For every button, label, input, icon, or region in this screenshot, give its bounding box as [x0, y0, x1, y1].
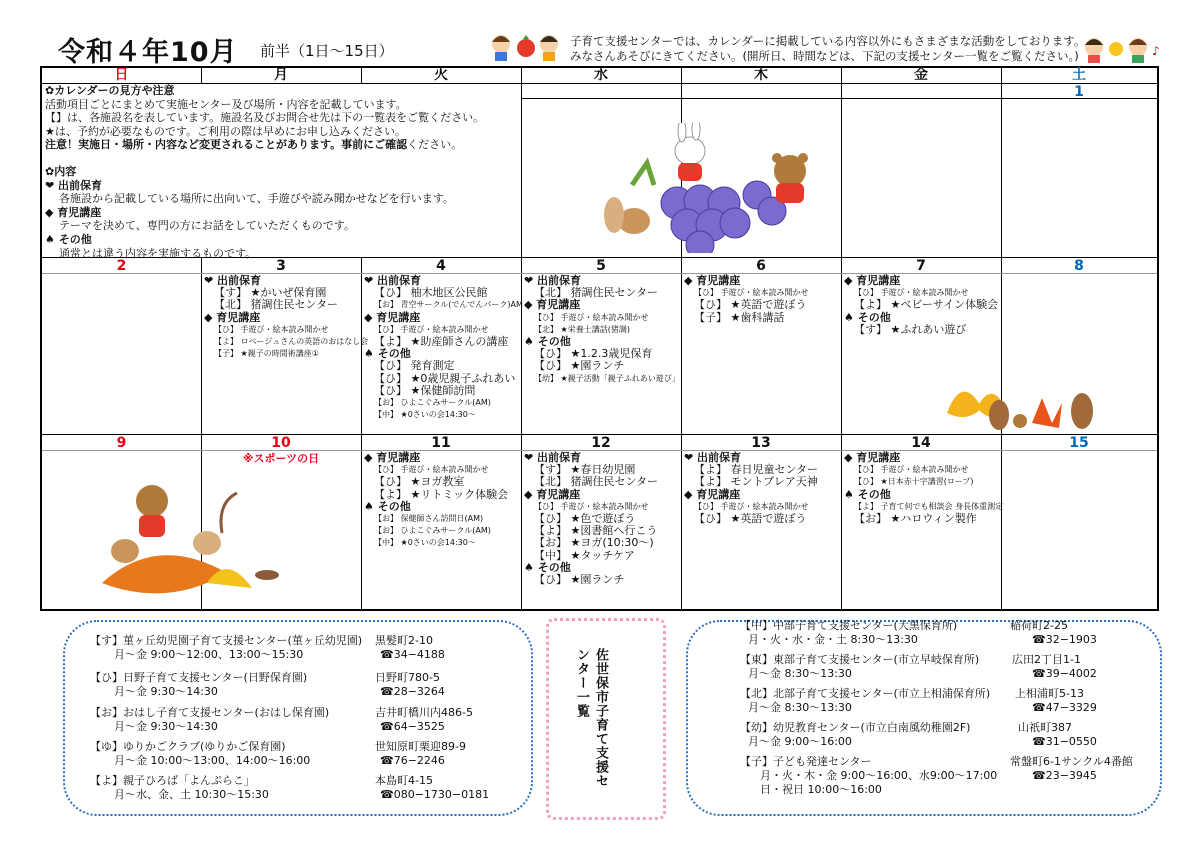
- event-item: ◆ 育児講座: [364, 310, 421, 324]
- center-name: 【中】中部子育て支援センター(大黒保育所): [740, 619, 958, 632]
- center-name: 【東】東部子育て支援センター(市立早岐保育所): [740, 653, 980, 666]
- center-address: 日野町780-5: [375, 671, 440, 684]
- event-item: ❤ 出前保育: [684, 451, 742, 464]
- day-1: 1: [1074, 84, 1084, 100]
- events-day-4: [364, 274, 523, 421]
- legend-demae-heading: ❤ 出前保育: [45, 178, 103, 192]
- event-item: 【ひ】 ★日本赤十字講習(ロープ): [854, 477, 974, 487]
- center-tel: ☎31−0550: [1032, 735, 1097, 748]
- event-item: ♠ その他: [364, 499, 411, 513]
- event-item: 【す】 ★かいぜ保育園: [214, 286, 327, 300]
- weekday-wed: 水: [521, 68, 681, 84]
- center-entry: [90, 634, 530, 671]
- event-item: 【幼】 ★親子活動「親子ふれあい遊び」: [534, 373, 680, 383]
- center-tel: ☎76−2246: [380, 754, 445, 767]
- center-hours: 月〜金 9:30〜14:30: [114, 720, 218, 733]
- weekday-tue: 火: [361, 68, 521, 84]
- event-item: 【ひ】 発育測定: [374, 359, 455, 373]
- event-item: ❤ 出前保育: [204, 274, 262, 287]
- weekday-thu: 木: [681, 68, 841, 84]
- events-day-7: [844, 275, 999, 336]
- event-item: 【ひ】 ★英語で遊ぼう: [694, 512, 807, 526]
- event-item: 【中】 ★0さいの会14:30〜: [374, 410, 476, 420]
- event-item: 【よ】 モントブレア天神: [694, 475, 818, 489]
- center-entry: [740, 687, 1160, 721]
- center-address: 本島町4-15: [375, 774, 433, 787]
- legend-content-heading: ✿内容: [45, 164, 77, 178]
- day-5: 5: [596, 258, 606, 274]
- center-address: 黒髪町2-10: [375, 634, 433, 647]
- center-address: 上相浦町5-13: [1015, 687, 1084, 700]
- center-hours: 月〜金 9:30〜14:30: [114, 685, 218, 698]
- event-item: 【よ】 春日児童センター: [694, 463, 819, 477]
- event-item: 【お】 ひよこぐみサークル(AM): [374, 398, 491, 408]
- center-name: 【ゆ】ゆりかごクラブ(ゆりかご保育園): [90, 740, 286, 753]
- center-address: 吉井町橋川内486-5: [375, 706, 473, 719]
- center-tel: ☎39−4002: [1032, 667, 1097, 680]
- events-day-13: [684, 452, 839, 525]
- event-item: ❤ 出前保育: [524, 451, 582, 464]
- event-item: 【北】 ★栄養士講話(猪調): [534, 324, 630, 334]
- day-14: 14: [911, 435, 931, 451]
- center-entry: [740, 619, 1160, 653]
- event-item: 【ひ】 手遊び・絵本読み聞かせ: [534, 312, 649, 322]
- event-item: 【ひ】 手遊び・絵本読み聞かせ: [374, 324, 489, 334]
- event-item: ◆ 育児講座: [524, 487, 581, 501]
- event-item: 【中】 ★タッチケア: [534, 548, 635, 562]
- day-4: 4: [436, 258, 446, 274]
- centers-list-title: 佐世保市子育て支援センター一覧: [574, 648, 608, 788]
- center-entry: [90, 706, 530, 740]
- event-item: 【子】 ★親子の時間術講座①: [214, 349, 319, 359]
- day-2: 2: [116, 258, 127, 274]
- center-name: 【よ】親子ひろば「よんぷらこ」: [90, 774, 255, 787]
- center-hours: 月〜水、金、土 10:30〜15:30: [114, 788, 269, 801]
- center-address: 稲荷町2-25: [1010, 619, 1068, 632]
- event-item: 【す】 ★春日幼児園: [534, 463, 636, 477]
- weekday-mon: 月: [201, 68, 361, 84]
- event-item: 【ひ】 柚木地区公民館: [374, 286, 488, 300]
- event-item: ♠ その他: [524, 560, 571, 574]
- legend-demae-text: 各施設から記載している場所に出向いて、手遊びや読み聞かせなどを行います。: [59, 192, 454, 206]
- event-item: 【北】 猪調住民センター: [534, 286, 659, 300]
- event-item: ◆ 育児講座: [844, 274, 901, 287]
- day-6: 6: [756, 258, 766, 274]
- center-hours: 月〜金 9:00〜12:00、13:00〜15:30: [114, 648, 304, 661]
- event-item: ◆ 育児講座: [364, 451, 421, 464]
- event-item: 【ひ】 手遊び・絵本読み聞かせ: [694, 288, 809, 298]
- svg-text:♪: ♪: [1152, 44, 1160, 58]
- autumn-leaves-illustration: [937, 373, 1112, 433]
- event-item: 【ひ】 ★1.2.3歳児保育: [534, 347, 653, 361]
- event-item: 【ひ】 手遊び・絵本読み聞かせ: [534, 501, 649, 511]
- calendar-grid: [40, 66, 1159, 611]
- center-address: 山祇町387: [1018, 721, 1072, 734]
- notice-line-2: みなさんあそびにきてください。(開所日、時間などは、下記の支援センター一覧をご覧ください。): [570, 49, 1079, 63]
- center-hours: 月・火・水・金・土 8:30〜13:30: [748, 633, 918, 646]
- day-8: 8: [1074, 258, 1084, 274]
- event-item: 【お】 ★ヨガ(10:30〜): [534, 536, 654, 550]
- centers-right-content: [740, 619, 1160, 807]
- events-day-3: [204, 274, 369, 360]
- center-entry: [740, 721, 1160, 755]
- center-hours: 月〜金 10:00〜13:00、14:00〜16:00: [114, 754, 311, 767]
- bunny-bear-grapes-illustration: [572, 123, 832, 253]
- event-item: 【ひ】 ★園ランチ: [534, 359, 625, 373]
- event-item: ♠ その他: [844, 310, 891, 324]
- bear-squirrel-leaf-illustration: [97, 473, 297, 603]
- event-item: 【ひ】 手遊び・絵本読み聞かせ: [374, 465, 489, 475]
- event-item: ◆ 育児講座: [524, 298, 581, 312]
- weekday-sun: 日: [42, 68, 201, 84]
- center-hours-2: 日・祝日 10:00〜16:00: [760, 783, 882, 796]
- event-item: 【北】 猪調住民センター: [214, 298, 339, 312]
- event-item: ◆ 育児講座: [844, 451, 901, 464]
- event-item: 【子】 ★歯科講話: [694, 310, 785, 324]
- center-entry: [740, 755, 1160, 807]
- day-7: 7: [916, 258, 926, 274]
- page-subtitle: 前半（1日〜15日）: [260, 42, 394, 60]
- event-item: 【ひ】 ★保健師訪問: [374, 383, 476, 397]
- event-item: 【ひ】 ★ヨガ教室: [374, 475, 465, 489]
- event-item: ♠ その他: [524, 335, 571, 349]
- event-item: 【北】 猪調住民センター: [534, 475, 659, 489]
- event-item: 【よ】 ★リトミック体験会: [374, 487, 509, 501]
- event-item: 【ひ】 手遊び・絵本読み聞かせ: [854, 288, 969, 298]
- center-address: 広田2丁目1-1: [1012, 653, 1081, 666]
- event-item: ♠ その他: [364, 347, 411, 361]
- holiday-label: ※スポーツの日: [242, 452, 320, 465]
- event-item: 【ひ】 手遊び・絵本読み聞かせ: [854, 465, 969, 475]
- legend-line-2: 【】は、各施設名を表しています。施設名及びお問合せ先は下の一覧表をご覧ください。: [45, 111, 485, 125]
- center-entry: [90, 774, 530, 808]
- event-item: 【中】 ★0さいの会14:30〜: [374, 538, 476, 548]
- center-name: 【北】北部子育て支援センター(市立上相浦保育所): [740, 687, 991, 700]
- center-tel: ☎23−3945: [1032, 769, 1097, 782]
- legend-line-1: 活動項目ごとにまとめて実施センター及び場所・内容を記載しています。: [45, 97, 407, 111]
- legend-line-4: 注意！実施日・場所・内容など変更されることがあります。事前にご確認ください。: [45, 138, 463, 152]
- day-9: 9: [116, 435, 127, 451]
- center-hours: 月〜金 8:30〜13:30: [748, 667, 852, 680]
- center-tel: ☎64−3525: [380, 720, 445, 733]
- event-item: ◆ 育児講座: [684, 487, 741, 501]
- day-12: 12: [591, 435, 611, 451]
- event-item: 【ひ】 手遊び・絵本読み聞かせ: [214, 324, 329, 334]
- event-item: 【す】 ★ふれあい遊び: [854, 322, 967, 336]
- day-3: 3: [276, 258, 286, 274]
- legend-heading: ✿カレンダーの見方や注意: [45, 84, 175, 97]
- center-name: 【ひ】日野子育て支援センター(日野保育園): [90, 671, 308, 684]
- center-name: 【す】菫ヶ丘幼児園子育て支援センター(菫ヶ丘幼児園): [90, 634, 363, 647]
- weekday-fri: 金: [841, 68, 1001, 84]
- event-item: ◆ 育児講座: [684, 274, 741, 287]
- legend-other-text: 通常とは違う内容を実施するものです。: [59, 246, 257, 260]
- event-item: 【お】 ひよこぐみサークル(AM): [374, 526, 491, 536]
- center-hours: 月〜金 9:00〜16:00: [748, 735, 852, 748]
- legend-line-3: ★は、予約が必要なものです。ご利用の際は早めにお申し込みください。: [45, 124, 406, 138]
- event-item: 【お】 保健師さん訪問日(AM): [374, 514, 484, 524]
- center-hours: 月・火・木・金 9:00〜16:00、水9:00〜17:00: [760, 769, 998, 782]
- legend-ikuji-heading: ◆ 育児講座: [45, 205, 102, 219]
- events-day-14: [844, 451, 1004, 526]
- event-item: 【よ】 ★ベビーサイン体験会: [854, 298, 999, 312]
- day-10: 10: [271, 435, 291, 451]
- center-tel: ☎28−3264: [380, 685, 445, 698]
- event-item: 【ひ】 ★0歳児親子ふれあい: [374, 371, 516, 385]
- center-name: 【子】子ども発達センター: [740, 755, 872, 768]
- center-tel: ☎34−4188: [380, 648, 445, 661]
- kids-illustration-right: [1082, 33, 1162, 63]
- event-item: 【よ】 ★図書館へ行こう: [534, 524, 658, 538]
- center-address: 常盤町6-1サンクル4番館: [1010, 755, 1133, 768]
- center-entry: [90, 671, 530, 706]
- calendar-legend: [45, 84, 519, 260]
- events-day-6: [684, 275, 839, 324]
- event-item: 【ひ】 手遊び・絵本読み聞かせ: [694, 501, 809, 511]
- event-item: 【ひ】 ★園ランチ: [534, 573, 625, 587]
- center-tel: ☎32−1903: [1032, 633, 1097, 646]
- day-13: 13: [751, 435, 771, 451]
- event-item: ❤ 出前保育: [524, 274, 582, 287]
- center-tel: ☎47−3329: [1032, 701, 1097, 714]
- event-item: ◆ 育児講座: [204, 310, 261, 324]
- events-day-11: [364, 452, 519, 550]
- notice: [570, 34, 1085, 64]
- day-15: 15: [1069, 435, 1089, 451]
- page-title: 令和４年10月: [58, 37, 238, 68]
- event-item: 【よ】 ロベージュさんの英語のおはなし会: [214, 337, 369, 347]
- event-item: 【お】 青空サークル(でんでんパーク)AM: [374, 300, 523, 310]
- event-item: 【ひ】 ★英語で遊ぼう: [694, 298, 807, 312]
- kids-illustration-left: [487, 30, 565, 62]
- centers-left-content: [90, 634, 530, 808]
- event-item: ♠ その他: [844, 487, 891, 501]
- weekday-sat: 土: [1001, 68, 1157, 84]
- events-day-5: [524, 275, 679, 385]
- center-address: 世知原町栗迎89-9: [375, 740, 466, 753]
- center-entry: [90, 740, 530, 774]
- legend-other-heading: ♠ その他: [45, 232, 92, 246]
- event-item: ❤ 出前保育: [364, 274, 422, 287]
- center-hours: 月〜金 8:30〜13:30: [748, 701, 852, 714]
- event-item: 【よ】 ★助産師さんの講座: [374, 335, 509, 349]
- event-item: 【ひ】 ★色で遊ぼう: [534, 512, 636, 526]
- center-name: 【幼】幼児教育センター(市立白南風幼稚園2F): [740, 721, 971, 734]
- center-entry: [740, 653, 1160, 687]
- event-item: 【お】 ★ハロウィン製作: [854, 512, 977, 526]
- center-name: 【お】おはし子育て支援センター(おはし保育園): [90, 706, 330, 719]
- notice-line-1: 子育て支援センターでは、カレンダーに掲載している内容以外にもさまざまな活動をしております。: [570, 34, 1086, 48]
- events-day-12: [524, 452, 679, 586]
- event-item: 【よ】 子育て何でも相談会 身長体重測定: [854, 501, 1004, 511]
- center-tel: ☎080−1730−0181: [380, 788, 490, 801]
- legend-ikuji-text: テーマを決めて、専門の方にお話をしていただくものです。: [59, 219, 355, 233]
- day-11: 11: [431, 435, 451, 451]
